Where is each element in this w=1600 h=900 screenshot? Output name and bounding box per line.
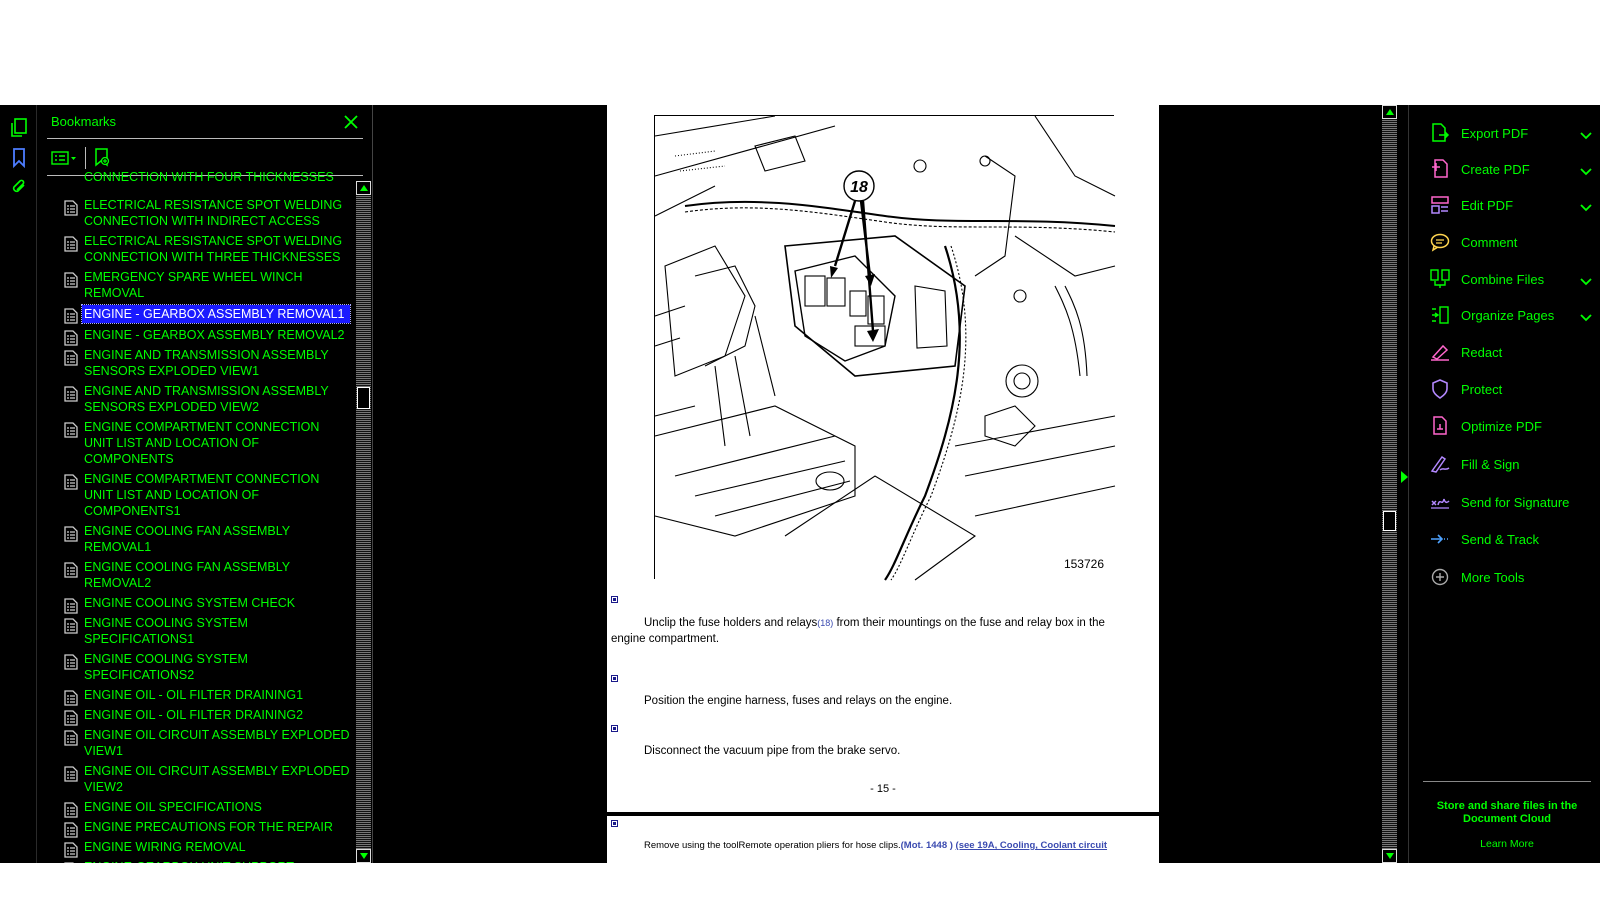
tool-fill-sign[interactable]: Fill & Sign [1429,450,1594,478]
scroll-up-button[interactable] [1382,105,1397,119]
tool-redact[interactable]: Redact [1429,338,1594,366]
callout-reference: (18) [817,618,834,628]
divider [47,138,363,139]
bookmark-label: ENGINE COOLING FAN ASSEMBLY REMOVAL1 [84,524,290,554]
document-page [607,105,1159,812]
step-bullet [611,675,618,682]
bookmark-item[interactable] [37,649,355,685]
bookmark-page-icon [64,562,78,578]
add-bookmark-button[interactable] [94,146,112,170]
bookmark-label: ENGINE OIL SPECIFICATIONS [84,800,262,814]
bookmarks-icon[interactable] [8,147,30,169]
bookmark-page-icon [64,526,78,542]
bookmark-item[interactable] [37,231,355,267]
bookmark-page-icon [64,618,78,634]
scroll-down-button[interactable] [356,849,371,863]
chevron-down-icon[interactable] [1580,309,1592,319]
bookmark-item[interactable] [37,303,355,325]
bookmark-label: ENGINE COOLING SYSTEM SPECIFICATIONS1 [84,616,248,646]
tool-protect[interactable]: Protect [1429,375,1594,403]
window-bottom-area [0,863,1600,900]
bookmark-item[interactable] [37,381,355,417]
bookmark-label: ELECTRICAL RESISTANCE SPOT WELDING CONNECTION WITH INDIRECT ACCESS [84,198,343,228]
bookmark-item[interactable] [37,685,355,705]
scroll-up-button[interactable] [356,181,371,195]
document-view [373,105,1395,863]
cooling-link[interactable]: (see 19A, Cooling, Coolant circuit [955,840,1108,851]
optimize-pdf-icon [1429,415,1451,437]
step-2-text: Position the engine harness, fuses and relays on the engine. [644,695,953,707]
bookmark-label: ENGINE AND TRANSMISSION ASSEMBLY SENSORS EXPLODED VIEW1 [84,348,329,378]
step-bullet [611,820,618,827]
scroll-thumb[interactable] [1383,511,1396,531]
bookmark-page-icon [64,330,78,346]
step-3-text: Disconnect the vacuum pipe from the brake servo. [644,745,901,757]
chevron-down-icon[interactable] [1580,127,1592,137]
tool-combine-files[interactable]: Combine Files [1429,265,1594,293]
bookmark-page-icon [64,386,78,402]
redact-icon [1429,341,1451,363]
bookmarks-list [37,170,355,863]
bookmark-page-icon [64,598,78,614]
send-signature-icon [1429,491,1451,513]
bookmark-label: CONNECTION WITH FOUR THICKNESSES [84,170,334,184]
bookmark-label: ENGINE COOLING FAN ASSEMBLY REMOVAL2 [84,560,290,590]
tool-optimize-pdf[interactable]: Optimize PDF [1429,412,1594,440]
bookmark-item[interactable] [37,593,355,613]
bookmark-item[interactable] [37,195,355,231]
send-track-icon [1429,528,1451,550]
bookmark-page-icon [64,822,78,838]
tool-comment[interactable]: Comment [1429,228,1594,256]
bookmark-item[interactable] [37,797,355,817]
bookmarks-panel [37,105,373,863]
bookmark-label: ENGINE COMPARTMENT CONNECTION UNIT LIST AND LOCATION OF COMPONENTS [84,420,320,466]
bookmark-item[interactable] [37,705,355,725]
organize-pages-icon [1429,304,1451,326]
create-pdf-icon [1429,158,1451,180]
scroll-thumb[interactable] [357,387,370,409]
bookmark-item[interactable] [37,817,355,837]
figure-number: 153726 [1063,557,1104,571]
bookmark-label: ELECTRICAL RESISTANCE SPOT WELDING CONNECTION WITH THREE THICKNESSES [84,234,343,264]
bookmark-label: ENGINE OIL - OIL FILTER DRAINING1 [84,688,304,702]
tool-send-for-signature[interactable]: Send for Signature [1429,488,1594,516]
bookmark-item[interactable] [37,345,355,381]
engine-illustration [655,116,1115,580]
page-thumbnails-icon[interactable] [8,117,30,139]
bookmark-label: ENGINE OIL CIRCUIT ASSEMBLY EXPLODED VIEW2 [84,764,350,794]
bookmark-item[interactable] [37,267,355,303]
page-number: - 15 - [870,783,896,795]
tools-pane [1408,105,1600,863]
chevron-down-icon[interactable] [1580,163,1592,173]
bookmarks-title: Bookmarks [51,114,117,129]
next-document-page [607,816,1159,863]
bookmark-label: ENGINE WIRING REMOVAL [84,840,246,854]
export-pdf-icon [1429,122,1451,144]
bookmark-label: ENGINE OIL CIRCUIT ASSEMBLY EXPLODED VIEW1 [84,728,350,758]
bookmark-item[interactable] [37,417,355,469]
bookmark-page-icon [64,690,78,706]
bookmark-item[interactable] [37,725,355,761]
next-step-text: Remove using the toolRemote operation pliers for hose clips.(Mot. 1448 ) (see 19A, Cooling, Coolant circuit [644,840,1108,851]
bookmark-page-icon [64,710,78,726]
bookmark-options-button[interactable] [51,146,77,170]
more-tools-icon [1429,566,1451,588]
navigation-rail [0,105,37,863]
bookmark-page-icon [64,350,78,366]
bookmarks-toolbar [51,145,112,171]
bookmark-label: ENGINE PRECAUTIONS FOR THE REPAIR [84,820,333,834]
figure-callout: 18 [850,179,868,196]
step-1-text: Unclip the fuse holders and relays(18) from their mountings on the fuse and relay box in the [644,617,1105,629]
bookmark-page-icon [64,802,78,818]
protect-icon [1429,378,1451,400]
bookmark-page-icon [64,730,78,746]
bookmarks-header [37,105,373,139]
bookmark-label: ENGINE COMPARTMENT CONNECTION UNIT LIST AND LOCATION OF COMPONENTS1 [84,472,320,518]
bookmark-page-icon [64,308,78,324]
bookmark-page-icon [64,474,78,490]
learn-more-link[interactable]: Learn More [1480,838,1534,850]
bookmark-item[interactable] [37,837,355,857]
window-top-area [0,0,1600,105]
step-bullet [611,596,618,603]
bookmark-item[interactable] [37,170,355,187]
bookmark-page-icon [64,842,78,858]
attachments-icon[interactable] [8,176,30,198]
edit-pdf-icon [1429,194,1451,216]
document-cloud-promo: Store and share files in the Document Cloud [1436,800,1578,825]
bookmark-page-icon [64,236,78,252]
engine-figure [654,115,1114,579]
step-bullet [611,725,618,732]
pdf-viewer [0,105,1600,863]
bookmark-page-icon [64,200,78,216]
tool-send-track[interactable]: Send & Track [1429,525,1594,553]
toolbar-separator [85,147,86,169]
bookmark-item[interactable] [37,325,355,345]
bookmark-label: ENGINE - GEARBOX ASSEMBLY REMOVAL2 [84,328,345,342]
scroll-down-button[interactable] [1382,849,1397,863]
comment-icon [1429,231,1451,253]
bookmark-page-icon [64,654,78,670]
bookmark-label: ENGINE COOLING SYSTEM SPECIFICATIONS2 [84,652,248,682]
combine-files-icon [1429,268,1451,290]
close-icon[interactable] [341,112,361,132]
bookmark-item[interactable] [37,613,355,649]
chevron-down-icon[interactable] [1580,273,1592,283]
tool-create-pdf[interactable]: Create PDF [1429,155,1594,183]
bookmark-label: EMERGENCY SPARE WHEEL WINCH REMOVAL [84,270,303,300]
bookmark-page-icon [64,272,78,288]
tool-organize-pages[interactable]: Organize Pages [1429,301,1594,329]
collapse-right-panel-icon[interactable] [1400,470,1408,482]
bookmark-item[interactable] [37,761,355,797]
document-scrollbar[interactable] [1382,105,1397,863]
bookmark-page-icon [64,422,78,438]
bookmark-page-icon [64,766,78,782]
bookmark-item[interactable] [37,521,355,557]
tool-edit-pdf[interactable]: Edit PDF [1429,191,1594,219]
bookmark-label: ENGINE OIL - OIL FILTER DRAINING2 [84,708,304,722]
bookmark-item[interactable] [37,557,355,593]
divider [1423,781,1591,782]
fill-sign-icon [1429,453,1451,475]
bookmark-label: ENGINE COOLING SYSTEM CHECK [84,596,296,610]
chevron-down-icon[interactable] [1580,199,1592,209]
tool-more-tools[interactable]: More Tools [1429,563,1594,591]
bookmark-label: ENGINE - GEARBOX ASSEMBLY REMOVAL1 [82,305,350,323]
bookmark-label: ENGINE AND TRANSMISSION ASSEMBLY SENSORS EXPLODED VIEW2 [84,384,329,414]
bookmark-item[interactable] [37,469,355,521]
bookmarks-scrollbar[interactable] [356,181,371,863]
step-1-continuation: engine compartment. [611,633,720,645]
tool-export-pdf[interactable]: Export PDF [1429,119,1594,147]
